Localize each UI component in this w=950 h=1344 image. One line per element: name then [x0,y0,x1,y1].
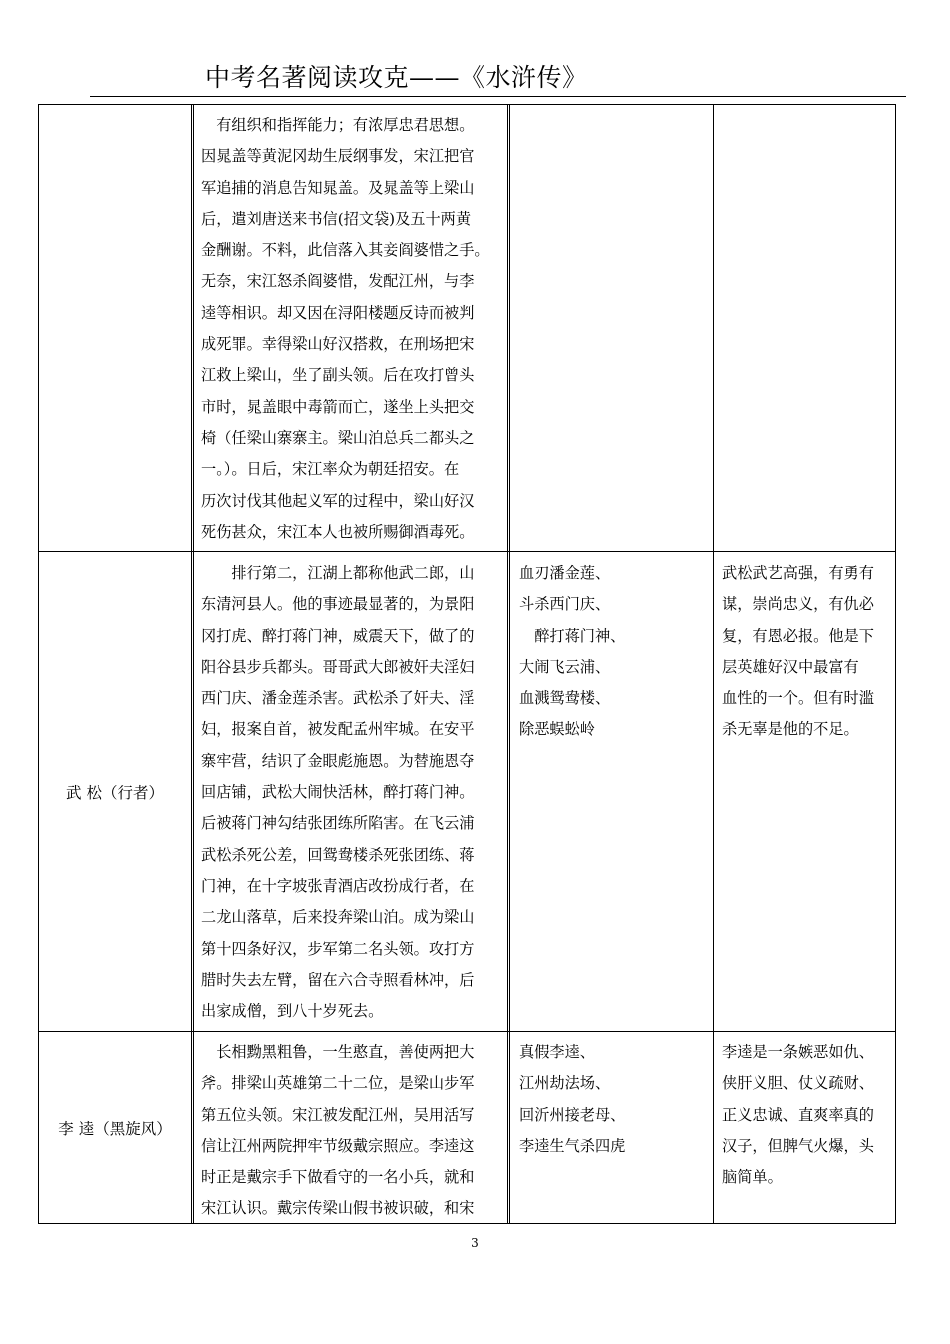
page-number: 3 [471,1236,479,1250]
character-evaluation-cell [714,110,894,550]
character-name: 李 逵（黑旋风） [58,1119,172,1138]
character-events-cell [512,1037,712,1223]
table-row [38,552,192,1031]
character-evaluation: 武松武艺高强，有勇有 谋，崇尚忠义，有仇必 复，有恩必报。他是下 层英雄好汉中最富有 血性的一个。但有时滥 杀无辜是他的不足。 [722,564,874,739]
character-events-cell [512,110,712,550]
character-name: 武 松（行者） [66,783,164,802]
character-evaluation-cell [714,558,894,1030]
table-border-right [895,104,896,1224]
character-bio: 长相黝黑粗鲁，一生憨直，善使两把大 斧。排梁山英雄第二十二位，是梁山步军 第五位头领。宋江被发配江州，吴用活写 信让江州两院押牢节级戴宗照应。李逵这 时正是戴宗手下做看守的一名小兵，就和 宋江认识。戴宗传梁山假书被识破，和宋 [201,1043,475,1218]
character-evaluation: 李逵是一条嫉恶如仇、 侠肝义胆、仗义疏财、 正义忠诚、直爽率真的 汉子，但脾气火爆，头 脑简单。 [722,1043,874,1187]
character-bio: 有组织和指挥能力；有浓厚忠君思想。 因晁盖等黄泥冈劫生辰纲事发，宋江把官 军追捕的消息告知晁盖。及晁盖等上梁山 后，遣刘唐送来书信(招文袋)及五十两黄 金酬谢。不料，此信落入其妾阎婆惜之手。 无奈，宋江怒杀阎婆惜，发配江州，与李 逵等相识。却又因在浔阳楼题反诗而被判 成死罪。幸得梁山好汉搭救，在刑场把宋 江救上梁山，坐了副头领。后在攻打曾头 市时，晁盖眼中毒箭而亡，遂坐上头把交 椅（任梁山寨寨主。梁山泊总兵二都头之 一。）。日后，宋江率众为朝廷招安。在 历次讨伐其他起义军的过程中，梁山好汉 死伤甚众，宋江本人也被所赐御酒毒死。 [201,116,490,541]
table-row [38,1032,192,1223]
character-events: 血刃潘金莲、 斗杀西门庆、 醉打蒋门神、 大闹飞云浦、 血溅鸳鸯楼、 除恶蜈蚣岭 [519,564,626,739]
character-bio-cell [196,110,506,550]
character-bio: 排行第二，江湖上都称他武二郎，山 东清河县人。他的事迹最显著的，为景阳 冈打虎、醉打蒋门神，威震天下，做了的 阳谷县步兵都头。哥哥武大郎被奸夫淫妇 西门庆、潘金莲杀害。武松杀了奸夫、淫 妇，报案自首，被发配孟州牢城。在安平 寨牢营，结识了金眼彪施恩。为替施恩夺 回店铺，武松大闹快活林，醉打蒋门神。 后被蒋门神勾结张团练所陷害。在飞云浦 武松杀死公差，回鸳鸯楼杀死张团练、蒋 门神，在十字坡张青酒店改扮成行者，在 二龙山落草，后来投奔梁山泊。成为梁山 第十四条好汉，步军第二名头领。攻打方 腊时失去左臂，留在六合寺照看林冲，后 出家成僧，到八十岁死去。 [201,564,475,1021]
character-events-cell [512,558,712,1030]
table-row [38,105,192,551]
page-header-title: 中考名著阅读攻克——《水浒传》 [205,63,588,92]
table-column-divider [507,104,510,1224]
character-evaluation-cell [714,1037,894,1223]
table-border-bottom [38,1223,895,1224]
character-bio-cell [196,558,506,1030]
character-bio-cell [196,1037,506,1223]
character-events: 真假李逵、 江州劫法场、 回沂州接老母、 李逵生气杀四虎 [519,1043,626,1155]
header-rule [90,96,906,97]
